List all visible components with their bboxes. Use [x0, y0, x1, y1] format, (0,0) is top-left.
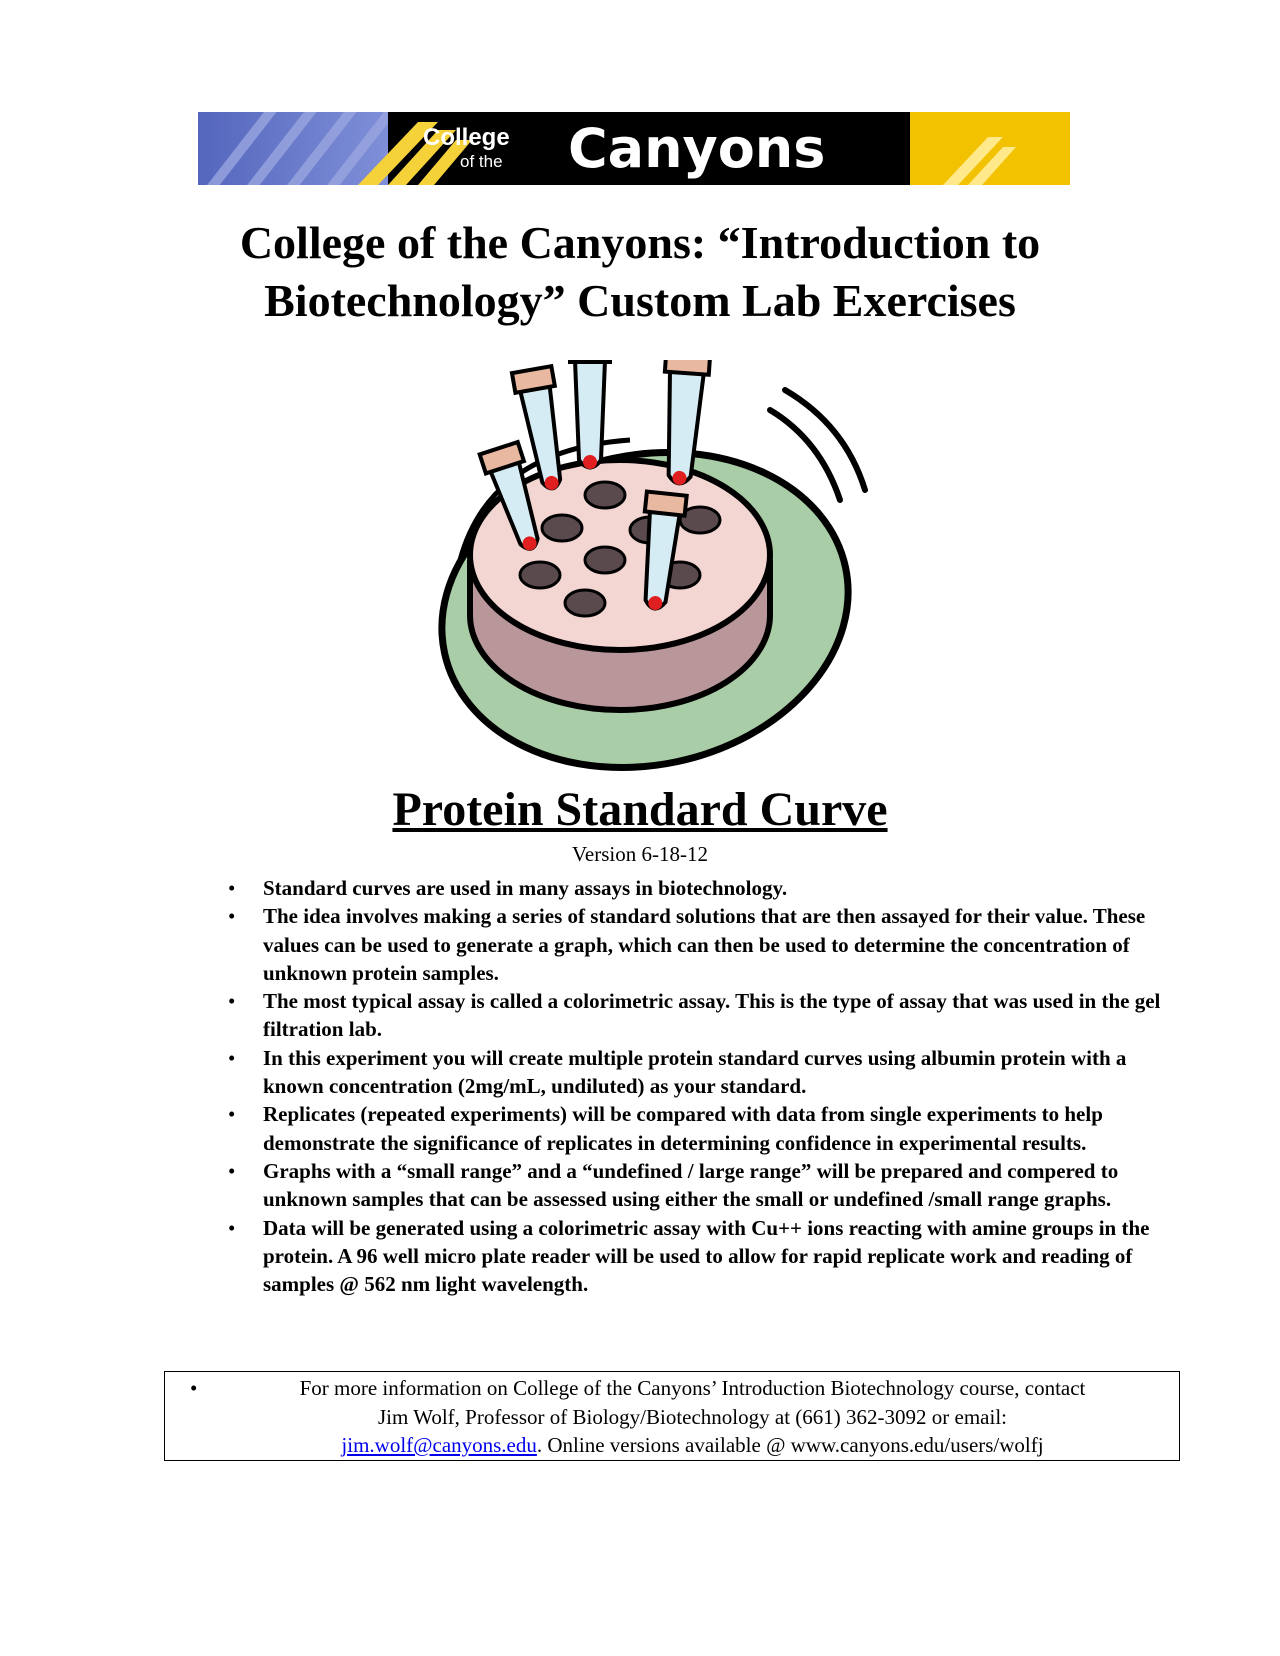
college-banner-logo: [198, 112, 1070, 185]
logo-big-text: Canyons: [568, 117, 826, 180]
bullet-icon: •: [228, 1102, 236, 1127]
bullet-icon: •: [228, 1045, 236, 1070]
list-item: • In this experiment you will create multiple protein standard curves using albumin protein with a known concentration (2mg/mL, undiluted) as your standard.: [228, 1045, 1127, 1099]
email-link[interactable]: jim.wolf@canyons.edu: [341, 1433, 537, 1457]
bullet-icon: •: [190, 1376, 198, 1400]
info-line-3-rest: . Online versions available @ www.canyons.edu/users/wolfj: [536, 1433, 1044, 1457]
document-title: [100, 214, 1180, 330]
list-item: • Standard curves are used in many assays in biotechnology.: [228, 874, 1168, 902]
list-item: • Data will be generated using a colorimetric assay with Cu++ ions reacting with amine groups in the protein. A 96 well micro plate reader will be used to allow for rapid replicate work and reading of samples @ 562 nm light wavelength.: [228, 1215, 1150, 1297]
bullet-icon: •: [228, 876, 236, 900]
bullet-icon: •: [228, 1215, 236, 1240]
bullet-icon: •: [228, 989, 236, 1014]
bullet-icon: •: [228, 1158, 236, 1183]
list-item: • Graphs with a “small range” and a “undefined / large range” will be prepared and compered to unknown samples that can be assessed using either the small or undefined /small range graphs.: [228, 1158, 1119, 1212]
version-label: Version 6-18-12: [572, 842, 708, 866]
tube-rack-clipart: [400, 360, 880, 780]
lab-heading: Protein Standard Curve: [392, 783, 888, 836]
bullet-list: [228, 874, 1168, 1298]
info-line-1: For more information on College of the Canyons’ Introduction Biotechnology course, contact: [299, 1376, 1086, 1400]
title-line-2: Biotechnology” Custom Lab Exercises: [264, 275, 1016, 326]
list-item: • Replicates (repeated experiments) will be compared with data from single experiments to help demonstrate the significance of replicates in determining confidence in experimental results.: [228, 1102, 1103, 1155]
info-line-3: [225, 1431, 1160, 1460]
title-line-1: College of the Canyons: “Introduction to: [239, 217, 1041, 268]
logo-small-line2: of the: [460, 152, 503, 171]
info-line-2: Jim Wolf, Professor of Biology/Biotechnology at (661) 362-3092 or email:: [377, 1404, 1007, 1429]
bullet-icon: •: [228, 904, 236, 929]
list-item: • The most typical assay is called a colorimetric assay. This is the type of assay that was used in the gel filtration lab.: [228, 989, 1161, 1042]
contact-info-box: [164, 1371, 1180, 1461]
logo-small-line1: College: [423, 124, 510, 151]
list-item: • The idea involves making a series of standard solutions that are then assayed for their value. These values can be used to generate a graph, which can then be used to determine the concentration of unknown protein samples.: [228, 904, 1146, 985]
